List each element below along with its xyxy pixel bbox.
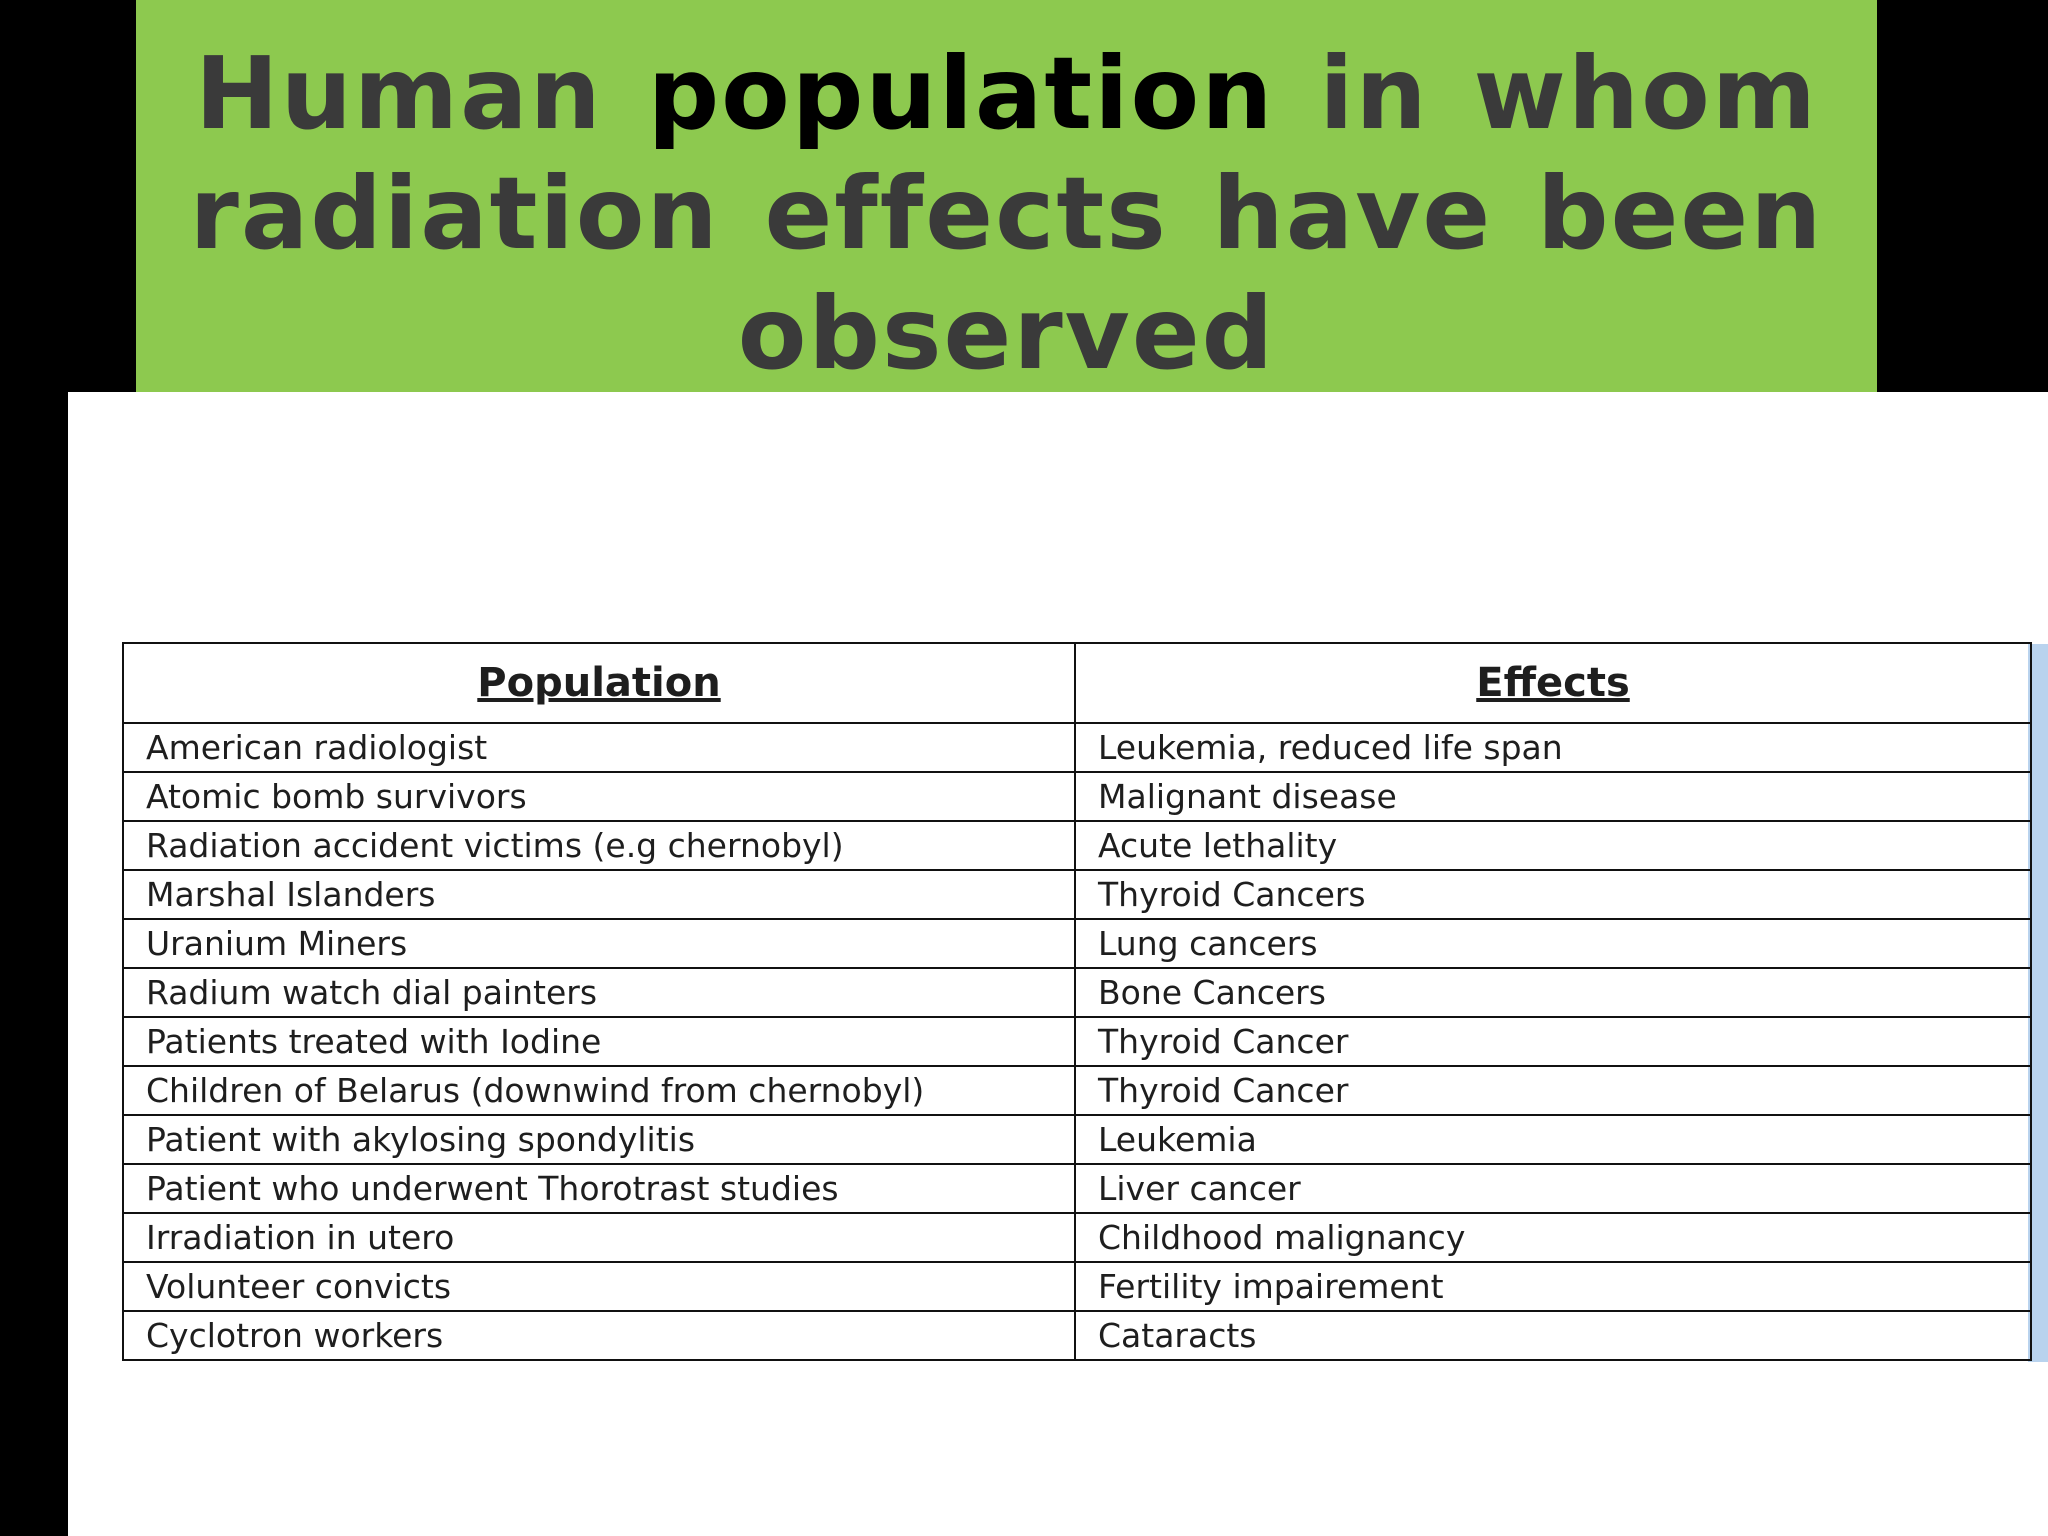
effects-cell: Thyroid Cancer [1075, 1066, 2031, 1115]
table-row [123, 1164, 2031, 1213]
population-cell: Atomic bomb survivors [123, 772, 1075, 821]
population-cell: Radium watch dial painters [123, 968, 1075, 1017]
title-banner [136, 0, 1877, 392]
population-cell: Children of Belarus (downwind from chernobyl) [123, 1066, 1075, 1115]
table-header-row [123, 643, 2031, 723]
population-cell: American radiologist [123, 723, 1075, 772]
effects-cell: Cataracts [1075, 1311, 2031, 1360]
effects-cell: Thyroid Cancers [1075, 870, 2031, 919]
effects-cell: Liver cancer [1075, 1164, 2031, 1213]
population-cell: Irradiation in utero [123, 1213, 1075, 1262]
table-row [123, 1311, 2031, 1360]
population-cell: Volunteer convicts [123, 1262, 1075, 1311]
effects-cell: Leukemia [1075, 1115, 2031, 1164]
table-row [123, 968, 2031, 1017]
population-cell: Marshal Islanders [123, 870, 1075, 919]
table-row [123, 870, 2031, 919]
effects-cell: Acute lethality [1075, 821, 2031, 870]
header-population: Population [123, 643, 1075, 723]
table-row [123, 1262, 2031, 1311]
effects-cell: Bone Cancers [1075, 968, 2031, 1017]
table-row [123, 919, 2031, 968]
effects-cell: Childhood malignancy [1075, 1213, 2031, 1262]
table-row [123, 1017, 2031, 1066]
table-row [123, 723, 2031, 772]
population-effects-table [122, 642, 2032, 1361]
table-row [123, 1115, 2031, 1164]
population-cell: Radiation accident victims (e.g chernobyl) [123, 821, 1075, 870]
population-cell: Uranium Miners [123, 919, 1075, 968]
effects-cell: Fertility impairement [1075, 1262, 2031, 1311]
table-row [123, 1213, 2031, 1262]
slide-title [136, 34, 1877, 394]
population-cell: Cyclotron workers [123, 1311, 1075, 1360]
title-part2: in whom radiation effects have been observed [189, 35, 1824, 392]
table-row [123, 1066, 2031, 1115]
effects-cell: Lung cancers [1075, 919, 2031, 968]
effects-cell: Thyroid Cancer [1075, 1017, 2031, 1066]
title-emphasis: population [647, 35, 1275, 152]
header-effects: Effects [1075, 643, 2031, 723]
population-cell: Patients treated with Iodine [123, 1017, 1075, 1066]
table-row [123, 821, 2031, 870]
title-part1: Human [195, 35, 648, 152]
effects-cell: Leukemia, reduced life span [1075, 723, 2031, 772]
table-row [123, 772, 2031, 821]
population-cell: Patient who underwent Thorotrast studies [123, 1164, 1075, 1213]
effects-cell: Malignant disease [1075, 772, 2031, 821]
population-cell: Patient with akylosing spondylitis [123, 1115, 1075, 1164]
